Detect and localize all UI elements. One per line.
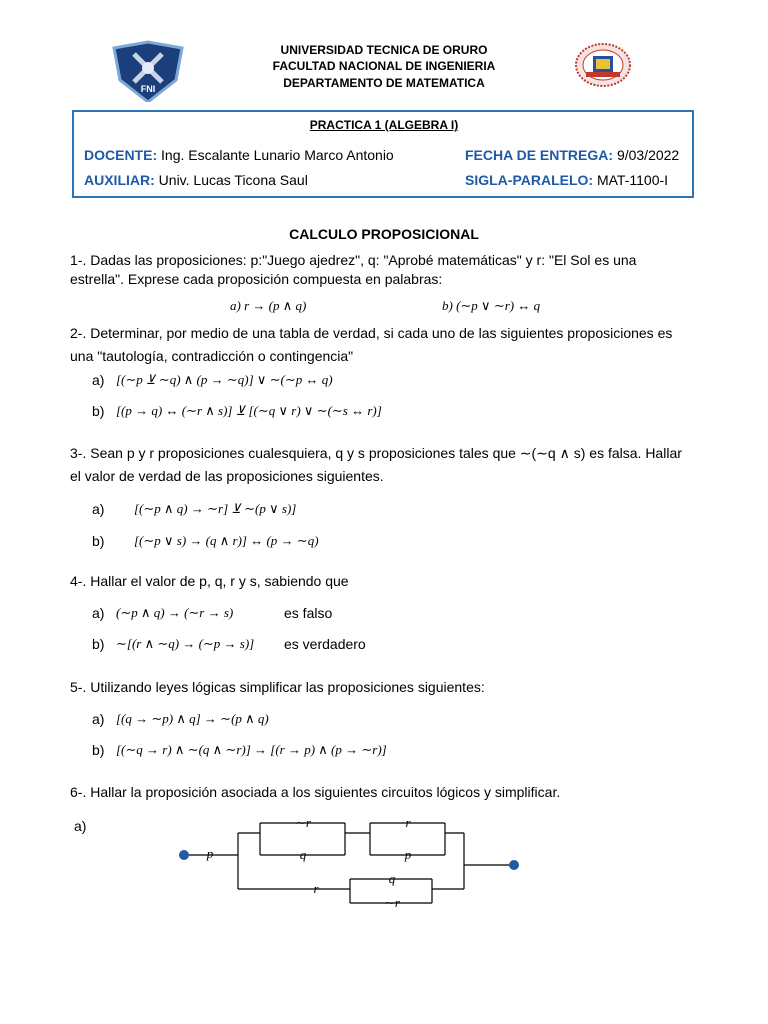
q6-a-label: a)	[74, 818, 87, 834]
q2-line1: 2-. Determinar, por medio de una tabla de verdad, si cada uno de las siguientes proposiciones es	[70, 325, 673, 341]
practice-title: PRACTICA 1 (ALGEBRA I)	[309, 118, 459, 132]
q4-item-a: (∼p ∧ q) → (∼r → s)	[116, 605, 234, 620]
fecha-row	[465, 147, 679, 163]
q4-a-label: a)	[92, 605, 105, 621]
auxiliar-label: AUXILIAR:	[84, 172, 155, 188]
fecha-value: 9/03/2022	[616, 147, 680, 163]
auxiliar-value: Univ. Lucas Ticona Saul	[158, 172, 308, 188]
docente-label: DOCENTE:	[84, 147, 158, 163]
sigla-row	[465, 172, 668, 188]
circuit-label-top-upper-left: ∼r	[295, 815, 311, 830]
q3-item-a: [(∼p ∧ q) → ∼r] ⊻ ∼(p ∨ s)]	[134, 501, 297, 516]
circuit-label-p: p	[206, 846, 214, 861]
q5-item-a: [(q → ∼p) ∧ q] → ∼(p ∧ q)	[116, 711, 269, 726]
q3-a-label: a)	[92, 501, 105, 517]
circuit-label-bottom-lower: ∼r	[384, 895, 400, 910]
department-name: DEPARTAMENTO DE MATEMATICA	[283, 76, 485, 90]
sigla-value: MAT-1100-I	[596, 172, 669, 188]
circuit-label-bottom-upper: q	[388, 871, 396, 886]
circuit-output-node	[509, 860, 519, 870]
section-title: CALCULO PROPOSICIONAL	[289, 226, 479, 242]
q3-b-label: b)	[92, 533, 105, 549]
q1-item-b: b) (∼p ∨ ∼r) ↔ q	[442, 298, 541, 313]
university-name: UNIVERSIDAD TECNICA DE ORURO	[280, 43, 488, 57]
logic-circuit	[170, 805, 530, 915]
sigla-label: SIGLA-PARALELO:	[465, 172, 594, 188]
q2-a-label: a)	[92, 372, 105, 388]
q4-b-value: es verdadero	[284, 636, 366, 652]
q5-b-label: b)	[92, 742, 105, 758]
q3-line2: el valor de verdad de las proposiciones siguientes.	[70, 468, 384, 484]
q1-line2: estrella". Exprese cada proposición compuesta en palabras:	[70, 271, 443, 287]
q5-line1: 5-. Utilizando leyes lógicas simplificar las proposiciones siguientes:	[70, 679, 485, 695]
circuit-input-node	[179, 850, 189, 860]
q2-line2: una "tautología, contradicción o contingencia"	[70, 348, 354, 364]
q6-line1: 6-. Hallar la proposición asociada a los siguientes circuitos lógicos y simplificar.	[70, 784, 561, 800]
q5-item-b: [(∼q → r) ∧ ∼(q ∧ ∼r)] → [(r → p) ∧ (p → ∼r)]	[116, 742, 387, 757]
q4-item-b: ∼[(r ∧ ∼q) → (∼p → s)]	[116, 636, 255, 651]
q2-item-b: [(p → q) ↔ (∼r ∧ s)] ⊻ [(∼q ∨ r) ∨ ∼(∼s ↔ r)]	[116, 403, 382, 418]
docente-value: Ing. Escalante Lunario Marco Antonio	[161, 147, 394, 163]
circuit-label-top-lower-right: p	[404, 847, 412, 862]
q3-line1: 3-. Sean p y r proposiciones cualesquiera, q y s proposiciones tales que ∼(∼q ∧ s) es falsa. Hallar	[70, 445, 682, 461]
q4-line1: 4-. Hallar el valor de p, q, r y s, sabiendo que	[70, 573, 349, 589]
circuit-label-bottom-r: r	[313, 881, 319, 896]
circuit-label-top-upper-right: r	[405, 815, 411, 830]
docente-row	[84, 147, 394, 163]
fni-logo-text: FNI	[140, 84, 156, 94]
auxiliar-row	[84, 172, 308, 188]
faculty-name: FACULTAD NACIONAL DE INGENIERIA	[272, 59, 496, 73]
q3-item-b: [(∼p ∨ s) → (q ∧ r)] ↔ (p → ∼q)	[134, 533, 319, 548]
q1-line1: 1-. Dadas las proposiciones: p:"Juego ajedrez", q: "Aprobé matemáticas" y r: "El Sol es una	[70, 252, 637, 268]
q5-a-label: a)	[92, 711, 105, 727]
q2-item-a: [(∼p ⊻ ∼q) ∧ (p → ∼q)] ∨ ∼(∼p ↔ q)	[116, 372, 333, 387]
fecha-label: FECHA DE ENTREGA:	[465, 147, 614, 163]
q4-a-value: es falso	[284, 605, 333, 621]
q4-b-label: b)	[92, 636, 105, 652]
q1-item-a: a) r → (p ∧ q)	[230, 298, 307, 313]
circuit-label-top-lower-left: q	[299, 847, 307, 862]
q2-b-label: b)	[92, 403, 105, 419]
